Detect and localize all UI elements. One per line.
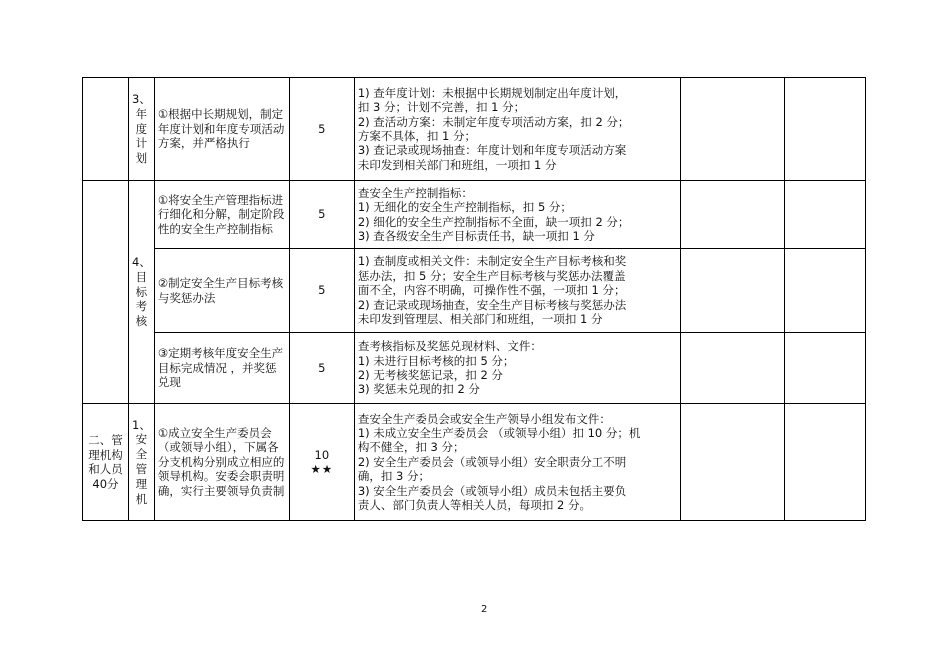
blank-cell (784, 181, 865, 249)
method-line: 责人、部门负责人等相关人员，每项扣 2 分。 (357, 498, 591, 513)
score-cell: 5 (289, 78, 354, 181)
blank-cell (680, 333, 784, 404)
method-line: 方案不具体，扣 1 分； (357, 129, 476, 143)
method-line: 1) 查年度计划：未根据中长期规划制定出年度计划， (357, 85, 627, 100)
method-line: 查安全生产控制指标： (357, 185, 473, 200)
method-line: 查考核指标及奖惩兑现材料、文件： (357, 339, 542, 354)
requirement-cell: ②制定安全生产目标考核与奖惩办法 (154, 249, 289, 333)
score-cell (289, 404, 354, 521)
table-row (83, 249, 866, 333)
method-line: 3) 安全生产委员会（或领导小组）成员未包括主要负 (357, 483, 627, 498)
method-line: 3) 查各级安全生产目标责任书，缺一项扣 1 分 (357, 228, 595, 243)
method-line: 3) 奖惩未兑现的扣 2 分 (357, 382, 480, 397)
requirement-cell: ①将安全生产管理指标进行细化和分解，制定阶段性的安全生产控制指标 (154, 181, 289, 249)
method-cell (354, 78, 680, 181)
method-line: 惩办法，扣 5 分；安全生产目标考核与奖惩办法覆盖 (357, 268, 626, 283)
blank-cell (680, 249, 784, 333)
table-row (83, 181, 866, 249)
requirement-cell: ①根据中长期规划，制定年度计划和年度专项活动方案，并严格执行 (154, 78, 289, 181)
category-cell: 二、管理机构和人员40分 (83, 404, 129, 521)
method-line: 1) 未进行目标考核的扣 5 分； (357, 353, 515, 368)
blank-cell (784, 333, 865, 404)
score-value: 10 (314, 447, 330, 462)
requirement-cell: ③定期考核年度安全生产目标完成情况 ，并奖惩兑现 (154, 333, 289, 404)
subcategory-cell: 3、年度计划 (129, 78, 155, 181)
method-line: 构不健全，扣 3 分； (357, 440, 465, 455)
blank-cell (784, 249, 865, 333)
method-line: 未印发到管理层、相关部门和班组，一项扣 1 分 (357, 312, 603, 327)
method-line: 2) 细化的安全生产控制指标不全面，缺一项扣 2 分； (357, 214, 630, 229)
blank-cell (680, 181, 784, 249)
score-cell: 5 (289, 333, 354, 404)
method-line: 面不全，内容不明确，可操作性不强，一项扣 1 分； (357, 283, 626, 298)
subcategory-cell: 4、目标考核 (129, 181, 155, 404)
method-line: 3) 查记录或现场抽查：年度计划和年度专项活动方案 (357, 143, 627, 158)
requirement-cell: ①成立安全生产委员会（或领导小组），下属各分支机构分别成立相应的领导机构。安委会职责明确，实行主要领导负责制 (154, 404, 289, 521)
table-row (83, 78, 866, 181)
method-cell (354, 333, 680, 404)
method-line: 查安全生产委员会或安全生产领导小组发布文件： (357, 411, 611, 426)
evaluation-table (82, 77, 866, 521)
table-row (83, 333, 866, 404)
score-cell: 5 (289, 249, 354, 333)
star-rating: ★★ (310, 462, 334, 476)
method-line: 未印发到相关部门和班组，一项扣 1 分 (357, 157, 557, 172)
method-line: 2) 查记录或现场抽查，安全生产目标考核与奖惩办法 (357, 297, 627, 312)
method-line: 1) 无细化的安全生产控制指标，扣 5 分； (357, 200, 572, 215)
blank-cell (680, 78, 784, 181)
method-line: 扣 3 分；计划不完善，扣 1 分； (357, 100, 526, 115)
method-line: 2) 查活动方案：未制定年度专项活动方案，扣 2 分； (357, 114, 630, 129)
table-row (83, 404, 866, 521)
blank-cell (784, 404, 865, 521)
method-line: 2) 无考核奖惩记录，扣 2 分 (357, 368, 503, 382)
method-cell (354, 249, 680, 333)
blank-cell (784, 78, 865, 181)
method-line: 1) 查制度或相关文件：未制定安全生产目标考核和奖 (357, 254, 627, 269)
score-cell: 5 (289, 181, 354, 249)
method-line: 2) 安全生产委员会（或领导小组）安全职责分工不明 (357, 454, 627, 469)
blank-cell (680, 404, 784, 521)
page-number: 2 (481, 604, 488, 615)
subcategory-cell: 1、安全管理机 (129, 404, 155, 521)
method-line: 1) 未成立安全生产委员会 （或领导小组）扣 10 分；机 (357, 425, 641, 440)
category-cell-empty (83, 78, 129, 181)
method-cell (354, 404, 680, 521)
method-line: 确，扣 3 分； (357, 469, 430, 484)
method-cell (354, 181, 680, 249)
category-cell-empty (83, 181, 129, 404)
